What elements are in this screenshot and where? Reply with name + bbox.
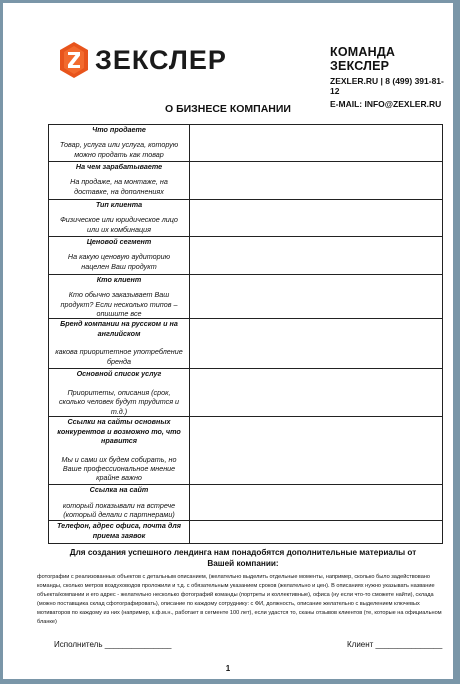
materials-title: Для создания успешного лендинга нам понадобятся дополнительные материалы от Вашей компании: [69,548,417,569]
question-heading: Кто клиент [96,275,142,284]
contact-block [330,45,453,109]
question-heading: Ссылка на сайт [89,485,149,495]
table-row [49,125,443,162]
answer-field[interactable] [190,417,443,485]
question-description: Кто обычно заказывает Ваш продукт? Если несколько типов – опишите все [60,290,178,319]
table-row [49,521,443,544]
question-heading: Бренд компании на русском и на английском [60,319,178,338]
answer-field[interactable] [190,275,443,319]
question-cell [49,369,190,417]
table-row [49,417,443,485]
answer-field[interactable] [190,521,443,544]
answer-field[interactable] [190,369,443,417]
page-title: О БИЗНЕСЕ КОМПАНИИ [165,103,291,115]
table-row [49,200,443,237]
answer-field[interactable] [190,319,443,369]
question-description: Мы и сами их будем собирать, но Ваше профессиональное мнение крайне важно [61,454,177,483]
question-cell [49,237,190,275]
question-description: Приоритеты, описания (срок, сколько человек будут трудится и т.д.) [58,387,180,416]
table-row [49,237,443,275]
brand-logo [59,41,227,79]
answer-field[interactable] [190,125,443,162]
document-page [3,3,453,679]
brand-name: ЗЕКСЛЕР [95,44,227,75]
z-hexagon-icon [59,41,89,79]
page-number: 1 [225,664,231,673]
question-description: Физическое или юридическое лицо или их комбинация [60,215,178,234]
answer-field[interactable] [190,200,443,237]
answer-field[interactable] [190,162,443,200]
question-cell [49,319,190,369]
question-heading: Ценовой сегмент [86,237,152,246]
question-cell [49,275,190,319]
table-row [49,485,443,521]
questionnaire-table [48,124,443,544]
question-heading: Телефон, адрес офиса, почта для приема заявок [57,521,181,540]
client-signature: Клиент _______________ [347,640,443,649]
question-cell [49,417,190,485]
question-heading: Основной список услуг [76,369,162,379]
question-cell [49,485,190,521]
team-name: КОМАНДА ЗЕКСЛЕР [330,45,396,73]
question-description: какова приоритетное употребление бренда [55,347,183,366]
question-description: Товар, услуга или услуга, которую можно продать как товар [59,140,179,159]
executor-signature: Исполнитель _______________ [54,640,172,649]
materials-text: фотографии с реализованных объектов с детальным описанием, (желательно выделить отдельные моменты, например, сколько было задействовано команды, сколько метров воздуховодов проложили и т.д. с обязательным указанием сроков (желательно и цен). В описаниях нужно указывать название объекта/компании и его адрес - желательно несколько фотографий команды (портреты и коллективные), офиса (ну если что-то сможете найти), склада (можно поставщика склад сфотографировать), описание по каждому сотруднику: с ФИ, должность, описание желательно с выделением ключевых мотиваторов по каждому из них (например, к.ф.м.н., работает в сегменте 100 лет), если удастся то, сканы отзывов клиентов (те, которые на официальном бланке) [37,574,442,626]
question-cell [49,521,190,544]
question-description: На продаже, на монтаже, на доставке, на дополнениях [70,177,168,196]
question-heading: Тип клиента [95,200,143,209]
question-heading: Что продаете [92,125,146,134]
site-phone: ZEXLER.RU | 8 (499) 391-81-12 [330,76,444,96]
question-cell [49,162,190,200]
question-description: который показывали на встрече (который делали с партнерами) [62,500,176,520]
question-heading: Ссылки на сайты основных конкурентов и возможно то, что нравится [57,417,181,446]
table-row [49,275,443,319]
question-description: На какую ценовую аудиторию нацелен Ваш продукт [67,252,171,271]
table-row [49,162,443,200]
table-row [49,319,443,369]
email: E-MAIL: INFO@ZEXLER.RU [330,99,442,109]
question-cell [49,125,190,162]
question-heading: На чем зарабатываете [75,162,163,171]
table-row [49,369,443,417]
answer-field[interactable] [190,237,443,275]
question-cell [49,200,190,237]
answer-field[interactable] [190,485,443,521]
